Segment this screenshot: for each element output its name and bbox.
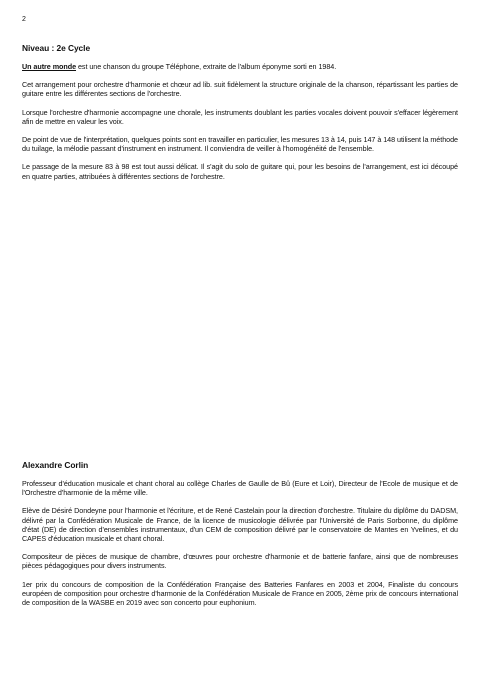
intro-paragraph [22, 62, 458, 71]
intro-text: est une chanson du groupe Téléphone, extraite de l'album éponyme sorti en 1984. [76, 62, 337, 71]
author-heading: Alexandre Corlin [22, 460, 89, 470]
author-awards-paragraph: 1er prix du concours de composition de la Confédération Française des Batteries Fanfares en 2003 et 2004, Finaliste du concours européen de composition pour orchestre d'harmonie de la Confédération Musicale de France en 2005, 2ème prix de concours international de composition de la WASBE en 2019 avec son concerto pour euphonium. [22, 579, 458, 608]
author-compositions-paragraph: Compositeur de pièces de musique de chambre, d'œuvres pour orchestre d'harmonie et de batterie fanfare, ainsi que de nombreuses pièces pédagogiques pour divers instruments. [22, 552, 458, 571]
page-number: 2 [22, 16, 26, 23]
choir-paragraph: Lorsque l'orchestre d'harmonie accompagne une chorale, les instruments doublant les parties vocales doivent pouvoir s'effacer légèrement afin de mettre en valeur les voix. [22, 107, 458, 126]
level-heading: Niveau : 2e Cycle [22, 43, 91, 53]
song-title: Un autre monde [22, 62, 77, 71]
level-section [22, 43, 458, 190]
arrangement-paragraph: Cet arrangement pour orchestre d'harmonie et chœur ad lib. suit fidèlement la structure originale de la chanson, répartissant les parties de guitare entre les différentes sections de l'orchestre. [22, 80, 458, 99]
guitar-solo-paragraph: Le passage de la mesure 83 à 98 est tout aussi délicat. Il s'agit du solo de guitare qui, pour les besoins de l'arrangement, est ici découpé en quatre parties, attribuées à différentes sections de l'orchestre. [22, 162, 458, 181]
interpretation-paragraph: De point de vue de l'interprétation, quelques points sont en travailler en particulier, les mesures 13 à 14, puis 147 à 148 utilisent la méthode du tuilage, la mélodie passant d'instrument en instrument. Il conviendra de veiller à l'homogénéité de l'ensemble. [22, 135, 458, 154]
author-position-paragraph: Professeur d'éducation musicale et chant choral au collège Charles de Gaulle de Bû (Eure et Loir), Directeur de l'Ecole de musique et de l'Orchestre d'harmonie de la même ville. [22, 479, 458, 498]
author-education-paragraph: Elève de Désiré Dondeyne pour l'harmonie et l'écriture, et de René Castelain pour la direction d'orchestre. Titulaire du diplôme du DADSM, délivré par la Confédération Musicale de France, de la licence de musicologie délivrée par l'Université de Paris Sorbonne, du diplôme d'état (DE) de direction d'ensembles instrumentaux, d'un CEM de composition délivré par le conservatoire de Mantes en Yvelines, et du CAPES d'éducation musicale et chant choral. [22, 506, 458, 544]
author-section [22, 460, 458, 616]
